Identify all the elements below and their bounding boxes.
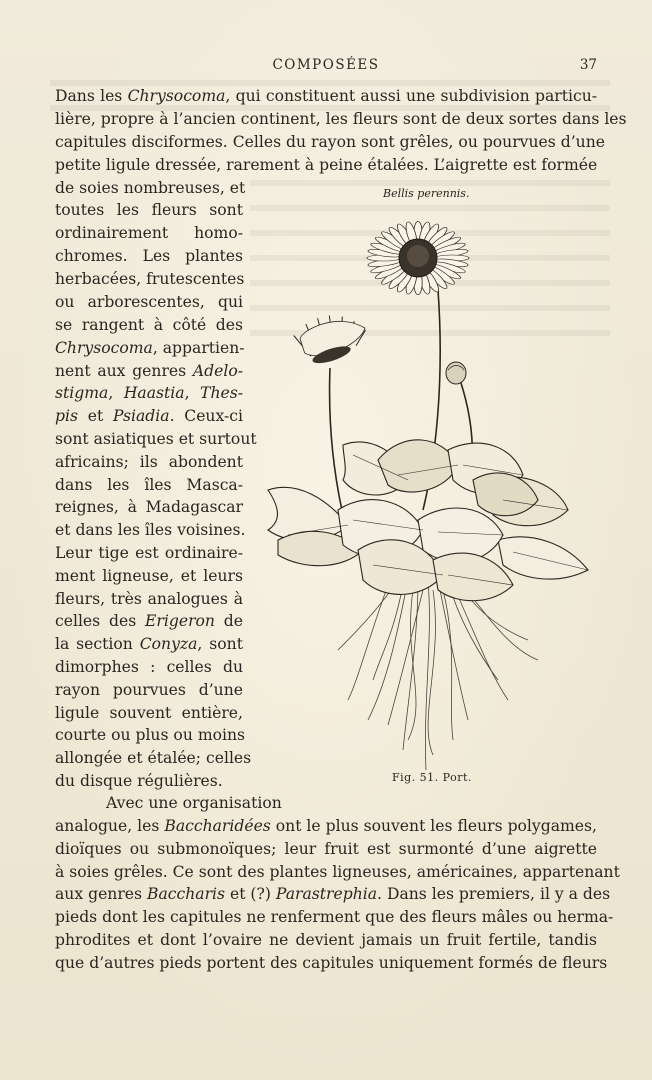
text-line: ment ligneuse, et leurs [55, 567, 243, 585]
text-line: stigma, Haastia, Thes- [55, 384, 243, 402]
text-line: pis et Psiadia. Ceux-ci [55, 407, 243, 425]
text-line: reignes, à Madagascar [55, 498, 243, 516]
figure-title: Bellis perennis. [383, 187, 470, 200]
text-line: la section Conyza, sont [55, 635, 243, 653]
leaf-rosette [268, 440, 588, 601]
open-flower-head [367, 221, 469, 294]
text-line: du disque régulières. [55, 772, 223, 790]
text-line: que d’autres pieds portent des capitules uniquement formés de fleurs [55, 954, 608, 972]
text-line: sont asiatiques et surtout [55, 430, 257, 448]
page-number: 37 [579, 57, 597, 73]
running-head [0, 57, 652, 77]
text-line: petite ligule dressée, rarement à peine étalées. L’aigrette est formée [55, 156, 598, 174]
text-line: herbacées, frutescentes [55, 270, 245, 288]
text-line: phrodites et dont l’ovaire ne devient jamais un fruit fertile, tandis [55, 931, 597, 949]
roots [338, 580, 538, 770]
text-line: de soies nombreuses, et [55, 179, 246, 197]
bellis-perennis-illustration [258, 180, 603, 780]
side-flower-head [291, 305, 371, 369]
text-line: Avec une organisation [106, 794, 282, 812]
flower-bud [446, 362, 466, 384]
text-line: Leur tige est ordinaire- [55, 544, 243, 562]
text-line: allongée et étalée; celles [55, 749, 252, 767]
figure-caption: Fig. 51. Port. [392, 771, 472, 784]
text-line: aux genres Baccharis et (?) Parastrephia. Dans les premiers, il y a des [55, 885, 611, 903]
text-line: ou arborescentes, qui [55, 293, 243, 311]
text-line: se rangent à côté des [55, 316, 243, 334]
running-head-title: COMPOSÉES [272, 57, 380, 73]
text-line: fleurs, très analogues à [55, 590, 243, 608]
text-line: Dans les Chrysocoma, qui constituent aussi une subdivision particu- [55, 87, 598, 105]
text-line: courte ou plus ou moins [55, 726, 246, 744]
text-line: ligule souvent entière, [55, 704, 243, 722]
text-line: et dans les îles voisines. [55, 521, 246, 539]
text-line: Chrysocoma, appartien- [55, 339, 245, 357]
text-line: dimorphes : celles du [55, 658, 243, 676]
text-line: à soies grêles. Ce sont des plantes ligneuses, américaines, appartenant [55, 863, 620, 881]
text-line: lière, propre à l’ancien continent, les fleurs sont de deux sortes dans les [55, 110, 627, 128]
text-line: chromes. Les plantes [55, 247, 243, 265]
text-line: rayon pourvues d’une [55, 681, 243, 699]
text-line: nent aux genres Adelo- [55, 362, 243, 380]
text-line: pieds dont les capitules ne renferment que des fleurs mâles ou herma- [55, 908, 614, 926]
text-line: dioïques ou submonoïques; leur fruit est surmonté d’une aigrette [55, 840, 597, 858]
text-line: capitules disciformes. Celles du rayon sont grêles, ou pourvues d’une [55, 133, 605, 151]
text-line: dans les îles Masca- [55, 476, 243, 494]
text-line: toutes les fleurs sont [55, 201, 243, 219]
text-line: ordinairement homo- [55, 224, 243, 242]
text-line: celles des Erigeron de [55, 612, 244, 630]
text-line: africains; ils abondent [55, 453, 243, 471]
text-line: analogue, les Baccharidées ont le plus souvent les fleurs polygames, [55, 817, 597, 835]
